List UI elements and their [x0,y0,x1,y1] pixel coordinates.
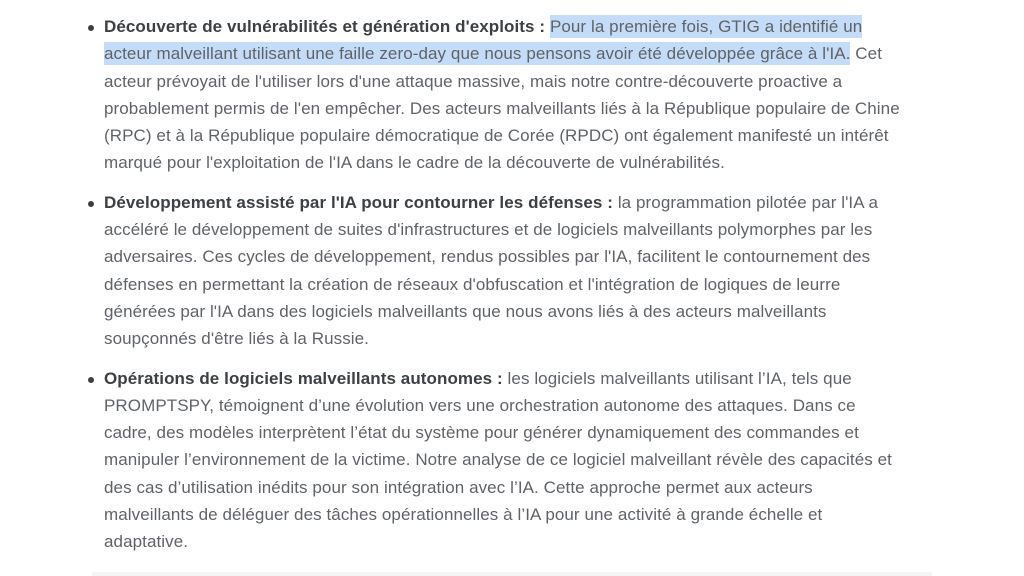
item-body: Cet acteur prévoyait de l'utiliser lors d'une attaque massive, mais notre contre-découverte proactive a probablement permis de l'en empêcher. Des acteurs malveillants liés à la République populaire de Chine (RPC) et à la République populaire démocratique de Corée (RPDC) ont également manifesté un intérêt marqué pour l'exploitation de l'IA dans le cadre de la découverte de vulnérabilités. [104,44,900,173]
bullet-icon [88,377,94,383]
highlighted-text[interactable]: Pour la première fois, GTIG a identifié un acteur malveillant utilisant une faille zero-day que nous pensons avoir été développée grâce à l'IA. [104,17,863,64]
item-body: les logiciels malveillants utilisant l’IA, tels que PROMPTSPY, témoignent d’une évolution vers une orchestration autonome des attaques. Dans ce cadre, des modèles interprètent l’état du système pour générer dynamiquement des commandes et manipuler l’environnement de la victime. Notre analyse de ce logiciel malveillant révèle des capacités et des cas d’utilisation inédits pour son intégration avec l’IA. Cette approche permet aux acteurs malveillants de déléguer des tâches opérationnelles à l’IA pour une activité à grande échelle et adaptative. [104,368,892,552]
item-heading: Découverte de vulnérabilités et génération d'exploits : [104,17,546,36]
bullet-icon [88,201,94,207]
item-heading: Développement assisté par l'IA pour contourner les défenses : [104,192,613,212]
page-bottom-divider [92,572,932,576]
list-item-autonomous-malware [86,365,906,556]
item-heading: Opérations de logiciels malveillants autonomes : [104,368,503,388]
findings-list [86,13,906,568]
bullet-icon [88,25,94,31]
list-item-vulnerability-discovery [86,13,906,177]
item-body: la programmation pilotée par l'IA a accéléré le développement de suites d'infrastructures et de logiciels malveillants polymorphes par les adversaires. Ces cycles de développement, rendus possibles par l'IA, facilitent le contournement des défenses en permettant la création de réseaux d'obfuscation et l'intégration de logiques de leurre générées par l'IA dans des logiciels malveillants que nous avons liés à des acteurs malveillants soupçonnés d'être liés à la Russie. [104,192,879,349]
list-item-defense-evasion [86,189,906,353]
